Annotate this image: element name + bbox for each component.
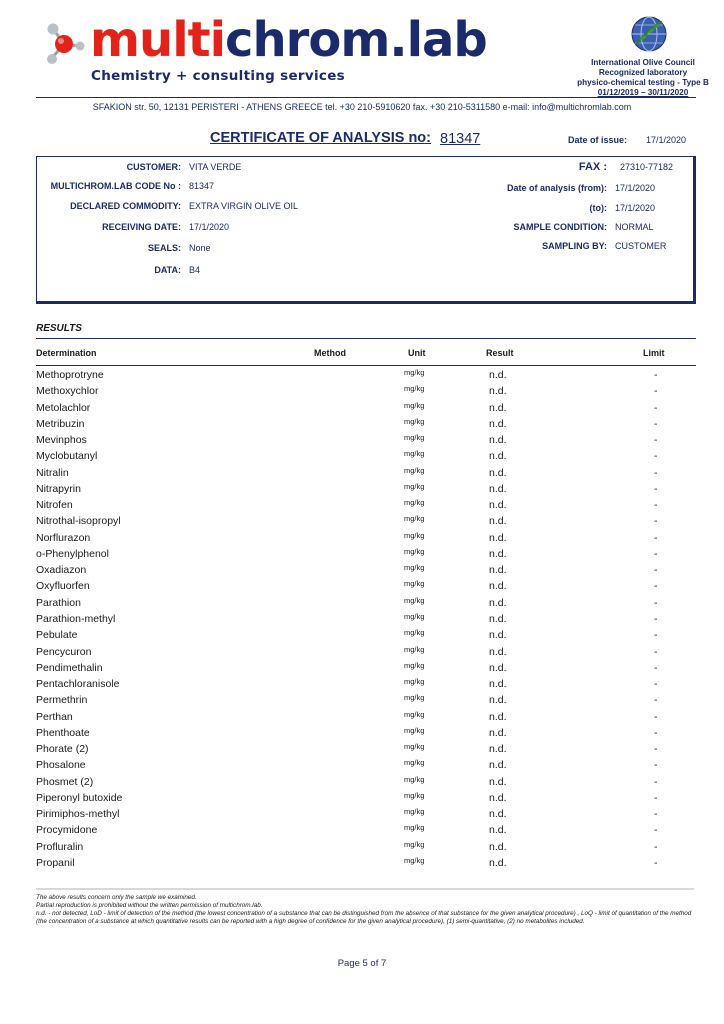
result-cell: n.d. xyxy=(489,369,507,381)
table-row xyxy=(36,596,696,612)
unit-cell: mg/kg xyxy=(404,807,425,817)
unit-cell: mg/kg xyxy=(404,725,425,735)
table-row xyxy=(36,791,696,807)
header-result: Result xyxy=(486,348,514,358)
limit-cell: - xyxy=(654,726,658,739)
unit-cell: mg/kg xyxy=(404,628,425,638)
result-cell: n.d. xyxy=(489,596,507,609)
footer-divider xyxy=(36,888,694,890)
result-cell: n.d. xyxy=(489,824,507,837)
code-label: MULTICHROM.LAB CODE No : xyxy=(50,181,181,191)
unit-cell: mg/kg xyxy=(404,481,425,491)
determination-cell: Norflurazon xyxy=(36,531,91,544)
result-cell: n.d. xyxy=(489,417,507,430)
logo-tagline: Chemistry + consulting services xyxy=(91,68,346,84)
results-header-divider xyxy=(36,365,696,366)
table-row xyxy=(36,547,696,563)
table-row xyxy=(36,417,696,433)
issue-date-value: 17/1/2020 xyxy=(646,135,687,145)
table-row xyxy=(36,579,696,595)
unit-cell: mg/kg xyxy=(404,579,425,589)
limit-cell: - xyxy=(654,547,658,560)
ioc-globe-icon xyxy=(629,14,669,58)
limit-cell: - xyxy=(654,417,658,430)
table-row xyxy=(36,710,696,726)
header-divider xyxy=(36,97,696,98)
header-determination: Determination xyxy=(36,348,97,358)
limit-cell: - xyxy=(654,580,658,593)
limit-cell: - xyxy=(654,434,658,447)
unit-cell: mg/kg xyxy=(404,693,425,703)
table-row xyxy=(36,840,696,856)
unit-cell: mg/kg xyxy=(404,400,425,410)
table-row xyxy=(36,645,696,661)
determination-cell: Mevinphos xyxy=(36,434,87,447)
limit-cell: - xyxy=(654,450,658,463)
data-label: DATA: xyxy=(154,265,181,275)
determination-cell: Phorate (2) xyxy=(36,743,89,756)
header-method: Method xyxy=(314,348,346,358)
determination-cell: Myclobutanyl xyxy=(36,450,98,463)
determination-cell: Nitrapyrin xyxy=(36,482,81,495)
limit-cell: - xyxy=(654,694,658,707)
result-cell: n.d. xyxy=(489,743,507,756)
result-cell: n.d. xyxy=(489,499,507,512)
unit-cell: mg/kg xyxy=(404,449,425,459)
ioc-line-2: Recognized laboratory xyxy=(598,68,688,77)
results-table xyxy=(36,368,696,872)
result-cell: n.d. xyxy=(489,450,507,463)
limit-cell: - xyxy=(654,629,658,642)
limit-cell: - xyxy=(654,678,658,691)
unit-cell: mg/kg xyxy=(404,823,425,833)
result-cell: n.d. xyxy=(489,678,507,691)
unit-cell: mg/kg xyxy=(404,514,425,524)
unit-cell: mg/kg xyxy=(404,595,425,605)
limit-cell: - xyxy=(654,743,658,756)
limit-cell: - xyxy=(654,369,658,381)
unit-cell: mg/kg xyxy=(404,644,425,654)
result-cell: n.d. xyxy=(489,775,507,788)
table-row xyxy=(36,726,696,742)
determination-cell: o-Phenylphenol xyxy=(36,547,109,560)
result-cell: n.d. xyxy=(489,564,507,577)
ioc-line-3: physico-chemical testing - Type B xyxy=(577,78,709,87)
unit-cell: mg/kg xyxy=(404,416,425,426)
determination-cell: Oxyfluorfen xyxy=(36,580,90,593)
determination-cell: Phosmet (2) xyxy=(36,775,94,788)
table-row xyxy=(36,433,696,449)
table-row xyxy=(36,384,696,400)
result-cell: n.d. xyxy=(489,808,507,821)
analysis-to-value: 17/1/2020 xyxy=(615,203,656,213)
unit-cell: mg/kg xyxy=(404,677,425,687)
result-cell: n.d. xyxy=(489,856,507,869)
unit-cell: mg/kg xyxy=(404,546,425,556)
limit-cell: - xyxy=(654,385,658,398)
table-row xyxy=(36,742,696,758)
limit-cell: - xyxy=(654,759,658,772)
result-cell: n.d. xyxy=(489,385,507,398)
analysis-from-label: Date of analysis (from): xyxy=(506,183,607,193)
limit-cell: - xyxy=(654,710,658,723)
unit-cell: mg/kg xyxy=(404,660,425,670)
company-address: SFAKION str. 50, 12131 PERISTERI - ATHENS GREECE tel. +30 210-5910620 fax. +30 210-5311580 e-mail: info@multichromlab.com xyxy=(92,102,632,112)
footer-notes xyxy=(36,894,696,926)
determination-cell: Pebulate xyxy=(36,629,78,642)
result-cell: n.d. xyxy=(489,726,507,739)
commodity-value: EXTRA VIRGIN OLIVE OIL xyxy=(189,201,299,211)
table-row xyxy=(36,449,696,465)
limit-cell: - xyxy=(654,808,658,821)
fax-label: FAX : xyxy=(578,161,607,173)
result-cell: n.d. xyxy=(489,515,507,528)
table-row xyxy=(36,401,696,417)
table-row xyxy=(36,823,696,839)
unit-cell: mg/kg xyxy=(404,774,425,784)
unit-cell: mg/kg xyxy=(404,758,425,768)
determination-cell: Methoprotryne xyxy=(36,369,104,381)
commodity-label: DECLARED COMMODITY: xyxy=(70,201,181,211)
customer-value: VITA VERDE xyxy=(189,162,242,172)
determination-cell: Perthan xyxy=(36,710,73,723)
unit-cell: mg/kg xyxy=(404,530,425,540)
result-cell: n.d. xyxy=(489,840,507,853)
result-cell: n.d. xyxy=(489,629,507,642)
table-row xyxy=(36,856,696,872)
limit-cell: - xyxy=(654,661,658,674)
table-row xyxy=(36,628,696,644)
result-cell: n.d. xyxy=(489,466,507,479)
result-cell: n.d. xyxy=(489,547,507,560)
data-value: B4 xyxy=(189,265,201,275)
limit-cell: - xyxy=(654,499,658,512)
determination-cell: Methoxychlor xyxy=(36,385,99,398)
ioc-line-1: International Olive Council xyxy=(591,58,695,67)
header-unit: Unit xyxy=(408,348,426,358)
footer-note-1: The above results concern only the sample we examined. xyxy=(36,894,197,901)
determination-cell: Phenthoate xyxy=(36,726,90,739)
table-row xyxy=(36,368,696,384)
ioc-line-4: 01/12/2019 – 30/11/2020 xyxy=(597,88,689,97)
determination-cell: Nitrothal-isopropyl xyxy=(36,515,121,528)
limit-cell: - xyxy=(654,564,658,577)
limit-cell: - xyxy=(654,840,658,853)
determination-cell: Profluralin xyxy=(36,840,84,853)
table-row xyxy=(36,612,696,628)
fax-value: 27310-77182 xyxy=(620,162,674,172)
unit-cell: mg/kg xyxy=(404,433,425,443)
result-cell: n.d. xyxy=(489,580,507,593)
customer-label: CUSTOMER: xyxy=(126,162,181,172)
unit-cell: mg/kg xyxy=(404,790,425,800)
sample-condition-label: SAMPLE CONDITION: xyxy=(513,222,607,232)
result-cell: n.d. xyxy=(489,661,507,674)
limit-cell: - xyxy=(654,531,658,544)
limit-cell: - xyxy=(654,515,658,528)
limit-cell: - xyxy=(654,401,658,414)
result-cell: n.d. xyxy=(489,645,507,658)
footer-note-2: Partial reproduction is prohibited without the written permission of multichrom.lab. xyxy=(36,902,263,909)
receiving-date-value: 17/1/2020 xyxy=(189,222,230,232)
table-row xyxy=(36,531,696,547)
code-value: 81347 xyxy=(189,181,215,191)
certificate-title: CERTIFICATE OF ANALYSIS no: xyxy=(210,130,431,146)
limit-cell: - xyxy=(654,856,658,869)
unit-cell: mg/kg xyxy=(404,465,425,475)
certificate-number: 81347 xyxy=(440,131,481,147)
table-row xyxy=(36,775,696,791)
determination-cell: Parathion xyxy=(36,596,81,609)
limit-cell: - xyxy=(654,596,658,609)
unit-cell: mg/kg xyxy=(404,384,425,394)
determination-cell: Piperonyl butoxide xyxy=(36,791,123,804)
table-row xyxy=(36,661,696,677)
determination-cell: Nitrofen xyxy=(36,499,73,512)
table-row xyxy=(36,498,696,514)
unit-cell: mg/kg xyxy=(404,839,425,849)
analysis-from-value: 17/1/2020 xyxy=(615,183,656,193)
molecule-icon xyxy=(44,20,88,68)
unit-cell: mg/kg xyxy=(404,498,425,508)
logo-wordmark: multichrom.lab xyxy=(90,12,487,68)
results-title: RESULTS xyxy=(36,323,82,334)
determination-cell: Nitralin xyxy=(36,466,69,479)
analysis-to-label: (to): xyxy=(589,203,607,213)
determination-cell: Pencycuron xyxy=(36,645,92,658)
determination-cell: Permethrin xyxy=(36,694,88,707)
table-row xyxy=(36,563,696,579)
limit-cell: - xyxy=(654,775,658,788)
results-top-divider xyxy=(36,338,696,339)
limit-cell: - xyxy=(654,466,658,479)
determination-cell: Metolachlor xyxy=(36,401,91,414)
limit-cell: - xyxy=(654,824,658,837)
table-row xyxy=(36,758,696,774)
header-limit: Limit xyxy=(643,348,665,358)
determination-cell: Parathion-methyl xyxy=(36,612,116,625)
seals-value: None xyxy=(189,243,211,253)
unit-cell: mg/kg xyxy=(404,563,425,573)
table-row xyxy=(36,677,696,693)
result-cell: n.d. xyxy=(489,612,507,625)
determination-cell: Metribuzin xyxy=(36,417,85,430)
seals-label: SEALS: xyxy=(147,243,181,253)
determination-cell: Propanil xyxy=(36,856,75,869)
sample-condition-value: NORMAL xyxy=(615,222,654,232)
limit-cell: - xyxy=(654,612,658,625)
determination-cell: Pendimethalin xyxy=(36,661,103,674)
unit-cell: mg/kg xyxy=(404,742,425,752)
result-cell: n.d. xyxy=(489,759,507,772)
footer-note-3: n.d. - not detected, LoD - limit of detection of the method (the lowest concentration of a substance that can be distinguished from the absence of that substance for the given analytical procedure) , LoQ - limit of quantitation of the method (the concentration of a substance at which quantitative results can be reported with a high degree of confidence for the given analytical procedure), (1) semi-quantitative, (2) no metabolites included. xyxy=(36,910,692,925)
limit-cell: - xyxy=(654,645,658,658)
receiving-date-label: RECEIVING DATE: xyxy=(102,222,181,232)
table-row xyxy=(36,514,696,530)
determination-cell: Oxadiazon xyxy=(36,564,87,577)
unit-cell: mg/kg xyxy=(404,368,425,377)
sample-info-box xyxy=(36,156,696,304)
result-cell: n.d. xyxy=(489,710,507,723)
result-cell: n.d. xyxy=(489,482,507,495)
issue-date-label: Date of issue: xyxy=(568,135,628,145)
sampling-by-label: SAMPLING BY: xyxy=(542,241,607,251)
result-cell: n.d. xyxy=(489,694,507,707)
page-number: Page 5 of 7 xyxy=(337,958,387,969)
sampling-by-value: CUSTOMER xyxy=(615,241,667,251)
limit-cell: - xyxy=(654,791,658,804)
determination-cell: Pentachloranisole xyxy=(36,678,120,691)
company-logo xyxy=(44,12,564,90)
determination-cell: Pirimiphos-methyl xyxy=(36,808,120,821)
unit-cell: mg/kg xyxy=(404,611,425,621)
table-row xyxy=(36,693,696,709)
limit-cell: - xyxy=(654,482,658,495)
result-cell: n.d. xyxy=(489,434,507,447)
table-row xyxy=(36,466,696,482)
result-cell: n.d. xyxy=(489,791,507,804)
determination-cell: Procymidone xyxy=(36,824,98,837)
result-cell: n.d. xyxy=(489,401,507,414)
determination-cell: Phosalone xyxy=(36,759,86,772)
unit-cell: mg/kg xyxy=(404,709,425,719)
table-row xyxy=(36,482,696,498)
table-row xyxy=(36,807,696,823)
result-cell: n.d. xyxy=(489,531,507,544)
unit-cell: mg/kg xyxy=(404,855,425,865)
